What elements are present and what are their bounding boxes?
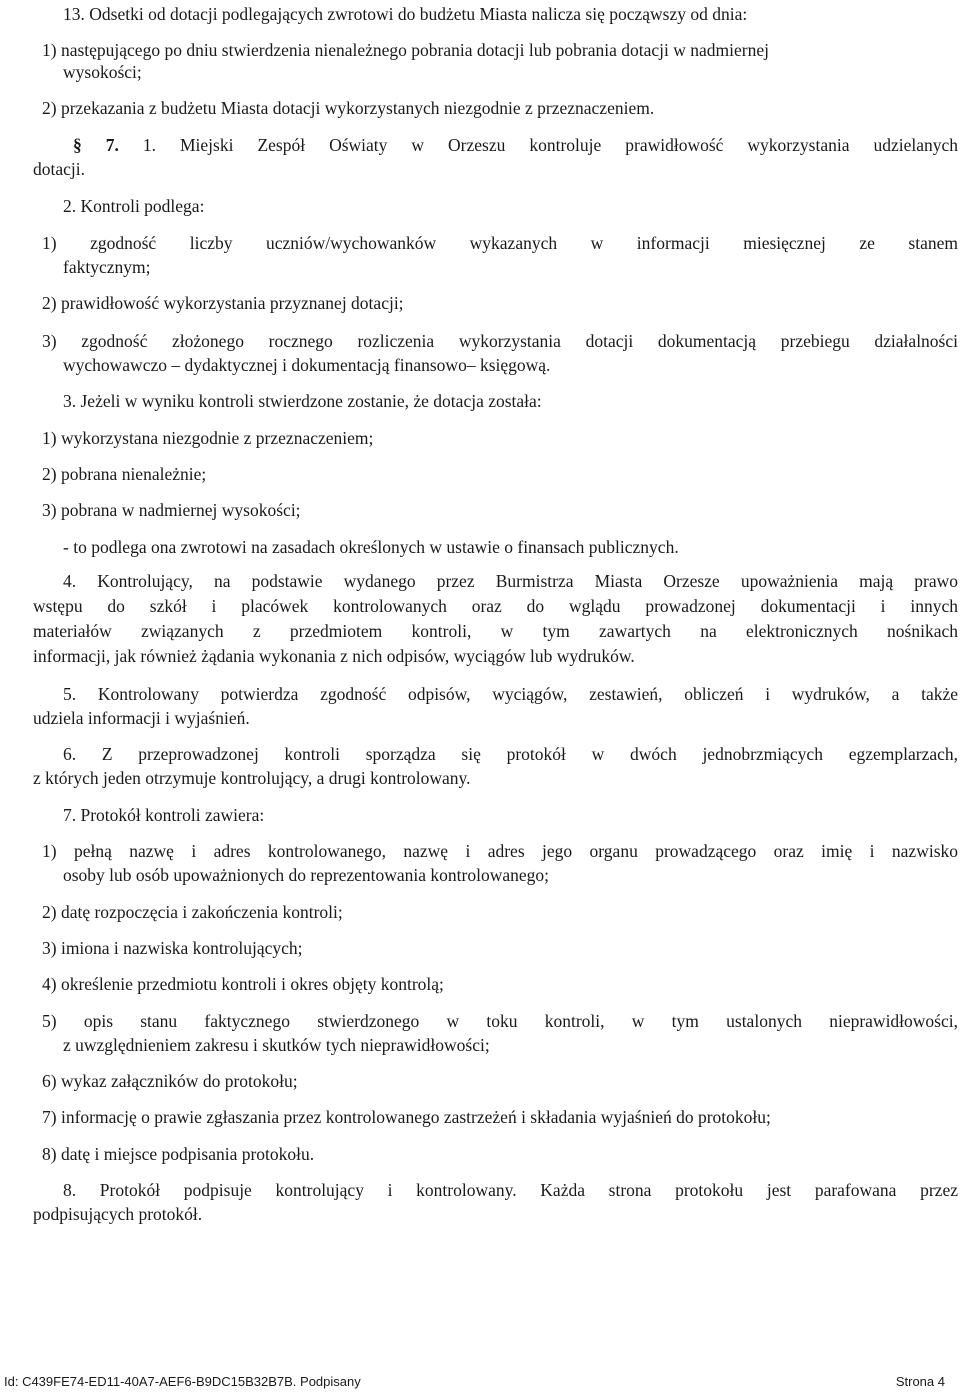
list-item-7-1: 1) pełną nazwę i adres kontrolowanego, nazwę i adres jego organu prowadzącego oraz imię i nazwisko [42,841,958,861]
list-item-2-1-cont: faktycznym; [63,257,151,277]
section-7-line [73,134,958,156]
paragraph-2: 2. Kontroli podlega: [63,196,205,216]
paragraph-7: 7. Protokół kontroli zawiera: [63,805,265,825]
list-item-7-1-cont: osoby lub osób upoważnionych do reprezentowania kontrolowanego; [63,865,549,885]
list-item-1: 1) następującego po dniu stwierdzenia nienależnego pobrania dotacji lub pobrania dotacji w nadmiernej [42,40,769,60]
section-7-cont: dotacji. [33,159,85,179]
list-item-7-5-cont: z uwzględnieniem zakresu i skutków tych nieprawidłowości; [63,1035,490,1055]
list-item-2-3: 3) zgodność złożonego rocznego rozliczenia wykorzystania dotacji dokumentacją przebiegu działalności [42,331,958,351]
list-item-7-4: 4) określenie przedmiotu kontroli i okres objęty kontrolą; [42,974,444,994]
list-item-3-3: 3) pobrana w nadmiernej wysokości; [42,500,301,520]
list-item-7-3: 3) imiona i nazwiska kontrolujących; [42,938,303,958]
list-item-3-1: 1) wykorzystana niezgodnie z przeznaczeniem; [42,428,374,448]
list-item-7-7: 7) informację o prawie zgłaszania przez kontrolowanego zastrzeżeń i składania wyjaśnień do protokołu; [42,1107,771,1127]
list-item-1-cont: wysokości; [63,62,142,82]
section-7-number: § 7. [73,135,119,155]
paragraph-4-line-3: materiałów związanych z przedmiotem kontroli, w tym zawartych na elektronicznych nośnikach [33,621,958,641]
paragraph-4-line-4: informacji, jak również żądania wykonania z nich odpisów, wyciągów lub wydruków. [33,646,635,666]
paragraph-8-line-2: podpisujących protokół. [33,1204,203,1224]
list-item-7-8: 8) datę i miejsce podpisania protokołu. [42,1144,315,1164]
list-item-2: 2) przekazania z budżetu Miasta dotacji wykorzystanych niezgodnie z przeznaczeniem. [42,98,655,118]
paragraph-6: 6. Z przeprowadzonej kontroli sporządza się protokół w dwóch jednobrzmiących egzemplarzach, [63,744,958,764]
paragraph-13: 13. Odsetki od dotacji podlegających zwrotowi do budżetu Miasta nalicza się począwszy od dnia: [63,4,748,24]
paragraph-5-line-2: udziela informacji i wyjaśnień. [33,708,250,728]
paragraph-3-conclusion: - to podlega ona zwrotowi na zasadach określonych w ustawie o finansach publicznych. [63,537,679,557]
list-item-2-1: 1) zgodność liczby uczniów/wychowanków wykazanych w informacji miesięcznej ze stanem [42,233,958,253]
section-7-text: 1. Miejski Zespół Oświaty w Orzeszu kontroluje prawidłowość wykorzystania udzielanych [142,135,959,155]
paragraph-8: 8. Protokół podpisuje kontrolujący i kontrolowany. Każda strona protokołu jest parafowana przez [63,1180,958,1200]
list-item-2-3-cont: wychowawczo – dydaktycznej i dokumentacją finansowo– księgową. [63,355,551,375]
list-item-7-5: 5) opis stanu faktycznego stwierdzonego w toku kontroli, w tym ustalonych nieprawidłowości, [42,1011,958,1031]
list-item-7-2: 2) datę rozpoczęcia i zakończenia kontroli; [42,902,343,922]
paragraph-5: 5. Kontrolowany potwierdza zgodność odpisów, wyciągów, zestawień, obliczeń i wydruków, a także [63,684,958,704]
footer-document-id: Id: C439FE74-ED11-40A7-AEF6-B9DC15B32B7B. Podpisany [4,1374,361,1389]
list-item-3-2: 2) pobrana nienależnie; [42,464,207,484]
list-item-2-2: 2) prawidłowość wykorzystania przyznanej dotacji; [42,293,404,313]
paragraph-6-line-2: z których jeden otrzymuje kontrolujący, a drugi kontrolowany. [33,768,471,788]
paragraph-4-line-2: wstępu do szkół i placówek kontrolowanych oraz do wglądu prowadzonej dokumentacji i innych [33,596,958,616]
list-item-7-6: 6) wykaz załączników do protokołu; [42,1071,298,1091]
paragraph-3: 3. Jeżeli w wyniku kontroli stwierdzone zostanie, że dotacja została: [63,391,542,411]
paragraph-4: 4. Kontrolujący, na podstawie wydanego przez Burmistrza Miasta Orzesze upoważnienia mają prawo [63,571,958,591]
footer-page-number: Strona 4 [895,1374,945,1389]
